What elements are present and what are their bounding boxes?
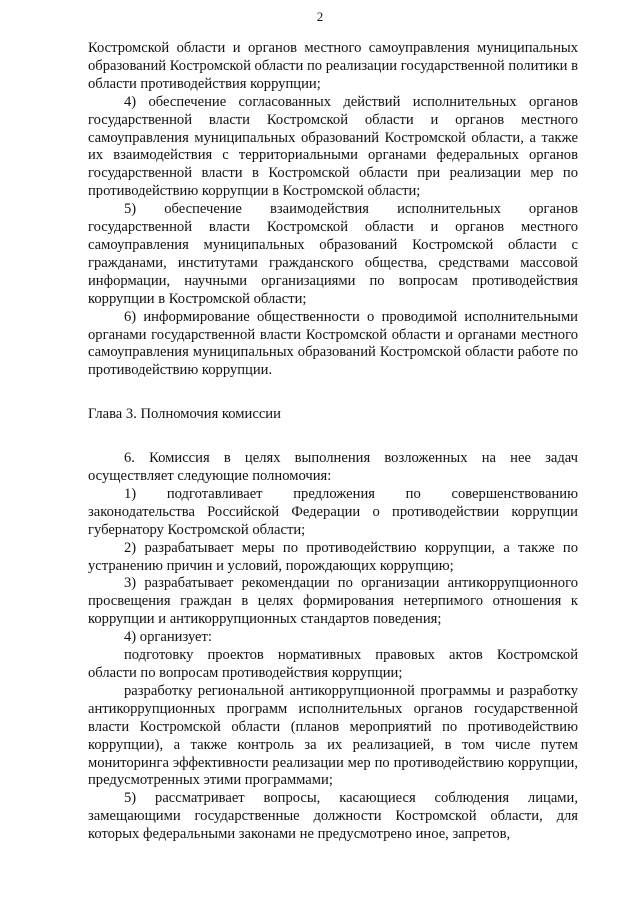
document-body	[88, 40, 578, 844]
paragraph: подготовку проектов нормативных правовых актов Костромской области по вопросам противодействия коррупции;	[88, 647, 578, 681]
paragraph: 3) разрабатывает рекомендации по организации антикоррупционного просвещения граждан в целях формирования нетерпимого отношения к коррупции и антикоррупционных стандартов поведения;	[88, 575, 578, 628]
paragraph: 2) разрабатывает меры по противодействию коррупции, а также по устранению причин и условий, порождающих коррупцию;	[88, 539, 578, 574]
paragraph: 1) подготавливает предложения по совершенствованию законодательства Российской Федерации о противодействии коррупции губернатору Костромской области;	[88, 485, 578, 538]
page-number: 2	[316, 9, 324, 24]
paragraph: 4) обеспечение согласованных действий исполнительных органов государственной власти Костромской области и органов местного самоуправления муниципальных образований Костромской области, а также их взаимодействия с территориальными органами федеральных органов государственной власти в Костромской области при реализации мер по противодействию коррупции в Костромской области;	[88, 93, 578, 200]
paragraph: 5) обеспечение взаимодействия исполнительных органов государственной власти Костромской области и органов местного самоуправления муниципальных образований Костромской области с гражданами, институтами гражданского общества, средствами массовой информации, научными организациями по вопросам противодействия коррупции в Костромской области;	[88, 201, 578, 307]
paragraph: разработку региональной антикоррупционной программы и разработку антикоррупционных программ исполнительных органов государственной власти Костромской области (планов мероприятий по противодействию коррупции), а также контроль за их реализацией, в том числе путем мониторинга эффективности реализации мер по противодействию коррупции, предусмотренных этими программами;	[88, 682, 578, 789]
chapter-heading: Глава 3. Полномочия комиссии	[88, 406, 281, 423]
paragraph: 6) информирование общественности о проводимой исполнительными органами государственной власти Костромской области и органами местного самоуправления муниципальных образований Костромской области работе по противодействию коррупции.	[88, 308, 578, 379]
paragraph: 6. Комиссия в целях выполнения возложенных на нее задач осуществляет следующие полномочия:	[88, 450, 578, 485]
paragraph: 5) рассматривает вопросы, касающиеся соблюдения лицами, замещающими государственные должности Костромской области, для которых федеральными законами не предусмотрено иное, запретов,	[88, 790, 578, 843]
paragraph: Костромской области и органов местного самоуправления муниципальных образований Костромской области по реализации государственной политики в области противодействия коррупции;	[88, 40, 579, 92]
paragraph: 4) организует:	[124, 629, 212, 646]
